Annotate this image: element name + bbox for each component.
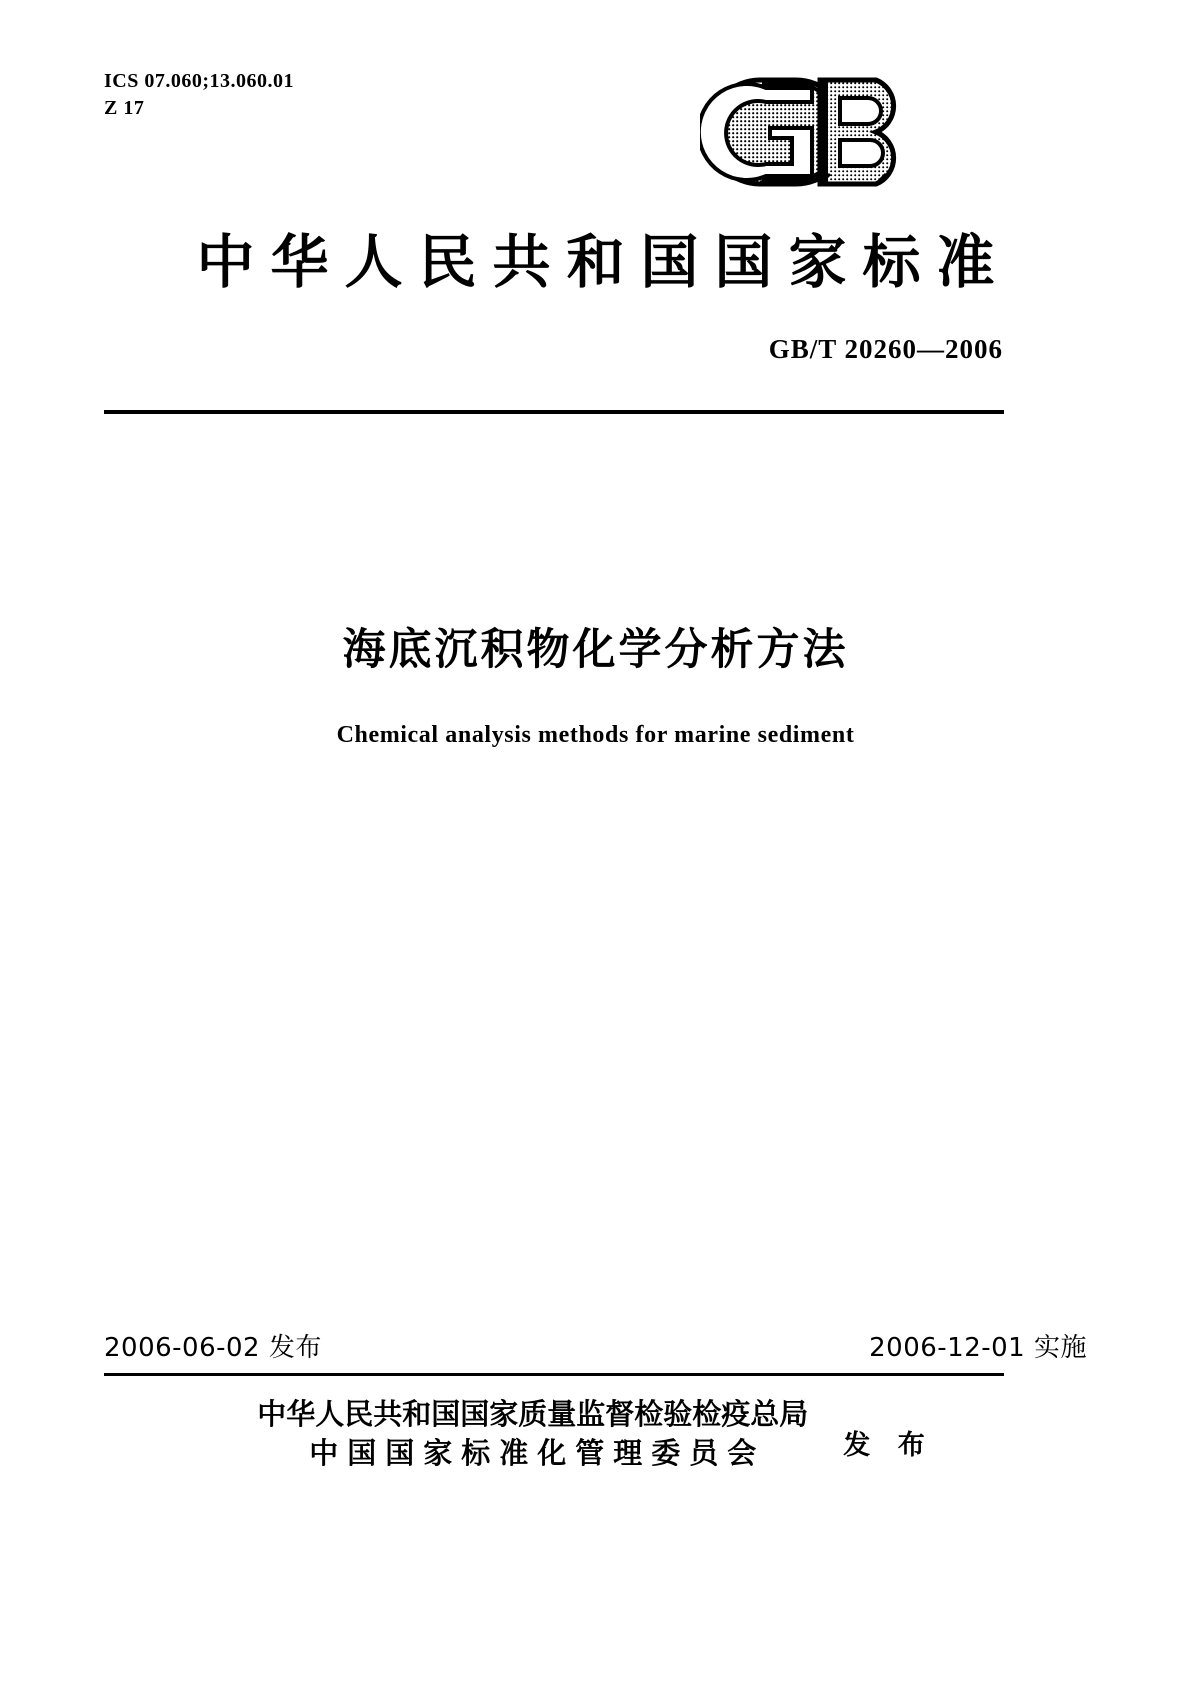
issuer-block [0,1395,1191,1473]
effective-date: 2006-12-01 实施 [869,1333,1087,1363]
standard-number: GB/T 20260—2006 [768,334,1003,364]
issue-verb-label: 发 布 [843,1429,934,1461]
divider-top [104,410,1004,414]
issuer-names [257,1395,808,1473]
divider-bottom [104,1373,1004,1376]
ics-code-line: ICS 07.060;13.060.01 [104,70,295,92]
issuer-organization-primary: 中华人民共和国国家质量监督检验检疫总局 [257,1397,809,1431]
document-title-english: Chemical analysis methods for marine sediment [336,722,855,748]
issue-date: 2006-06-02 发布 [104,1333,322,1363]
ccs-code-line: Z 17 [104,97,145,119]
document-title-chinese: 海底沉积物化学分析方法 [342,625,849,675]
gb-emblem-icon [700,72,950,192]
page-title: 中华人民共和国国家标准 [196,228,1011,296]
issuer-organization-secondary: 中国国家标准化管理委员会 [309,1436,766,1471]
ics-classification-block [104,68,294,122]
